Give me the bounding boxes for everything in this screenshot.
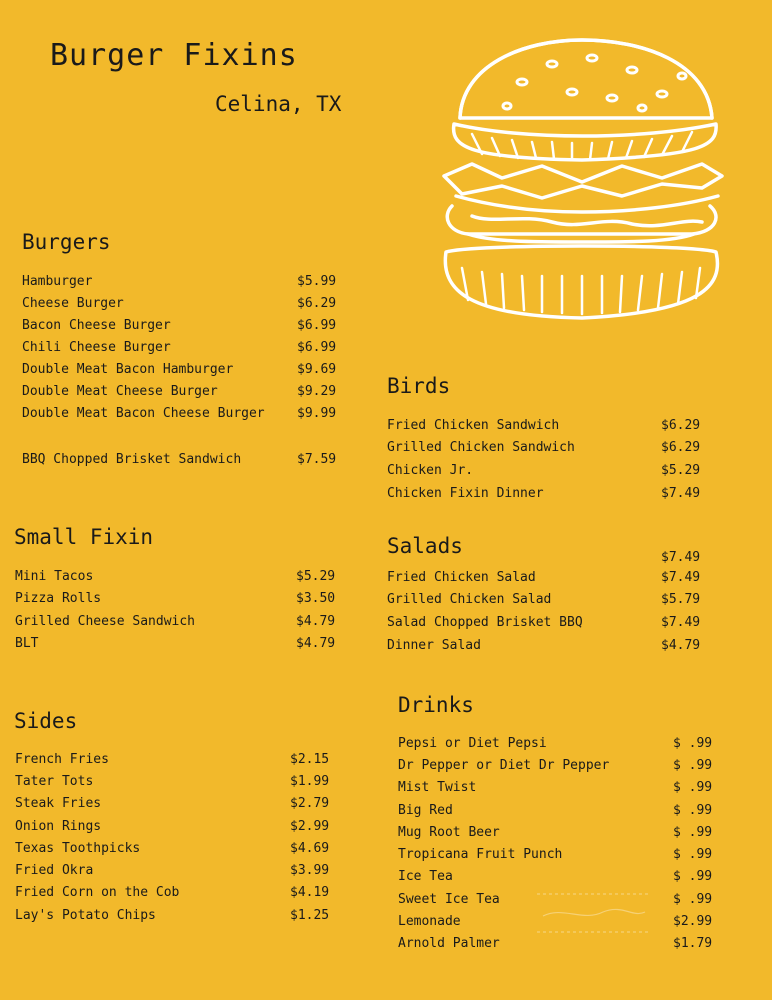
salads-extra-price: $7.49 bbox=[661, 550, 701, 565]
section-title-sides: Sides bbox=[14, 709, 78, 733]
burger-icon bbox=[432, 36, 728, 328]
section-title-small-fixin: Small Fixin bbox=[14, 525, 154, 549]
restaurant-title: Burger Fixins bbox=[50, 38, 298, 73]
section-title-drinks: Drinks bbox=[398, 693, 474, 717]
watermark-icon bbox=[533, 888, 653, 938]
section-title-salads: Salads bbox=[387, 534, 463, 558]
section-title-birds: Birds bbox=[387, 374, 451, 398]
section-title-burgers: Burgers bbox=[22, 230, 111, 254]
restaurant-location: Celina, TX bbox=[215, 92, 342, 116]
